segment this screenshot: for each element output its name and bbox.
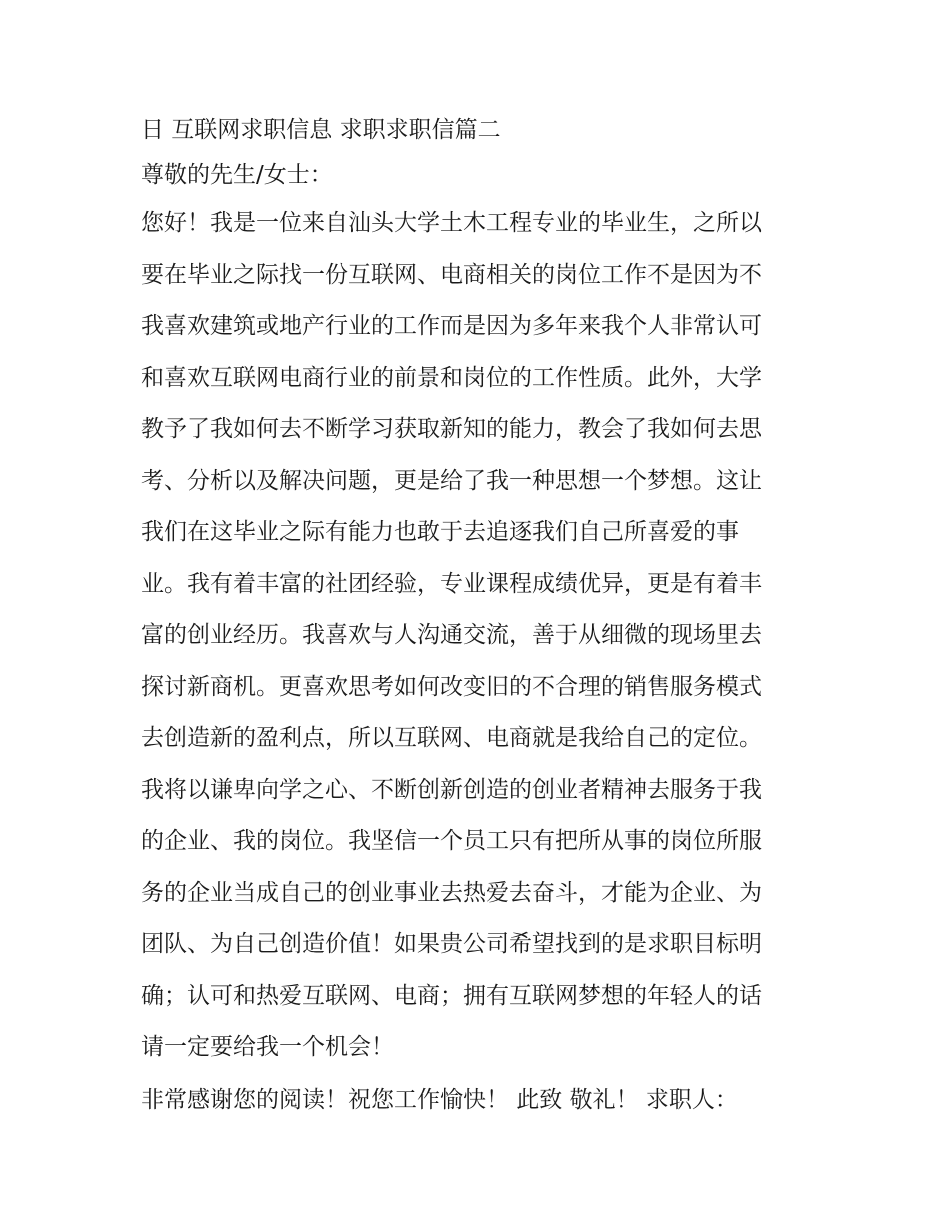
body-line: 我喜欢建筑或地产行业的工作而是因为多年来我个人非常认可 <box>141 313 762 339</box>
document-title: 日 互联网求职信息 求职求职信篇二 <box>141 117 501 143</box>
body-line: 去创造新的盈利点，所以互联网、电商就是我给自己的定位。 <box>141 725 762 751</box>
body-line: 业。我有着丰富的社团经验，专业课程成绩优异，更是有着丰 <box>141 570 762 597</box>
body-line: 和喜欢互联网电商行业的前景和岗位的工作性质。此外，大学 <box>141 364 762 391</box>
body-line: 考、分析以及解决问题，更是给了我一种思想一个梦想。这让 <box>141 467 762 494</box>
body-line: 我将以谦卑向学之心、不断创新创造的创业者精神去服务于我 <box>141 776 762 803</box>
body-line: 请一定要给我一个机会！ <box>141 1034 394 1060</box>
body-line: 确；认可和热爱互联网、电商；拥有互联网梦想的年轻人的话 <box>141 982 762 1009</box>
closing-line: 非常感谢您的阅读！祝您工作愉快！ 此致 敬礼！ 求职人： <box>141 1086 738 1113</box>
body-line: 您好！我是一位来自汕头大学土木工程专业的毕业生，之所以 <box>141 210 762 236</box>
body-line: 务的企业当成自己的创业事业去热爱去奋斗，才能为企业、为 <box>141 879 762 906</box>
body-line: 探讨新商机。更喜欢思考如何改变旧的不合理的销售服务模式 <box>141 673 762 700</box>
salutation: 尊敬的先生/女士： <box>141 162 333 188</box>
body-line: 要在毕业之际找一份互联网、电商相关的岗位工作不是因为不 <box>141 261 762 288</box>
body-line: 我们在这毕业之际有能力也敢于去追逐我们自己所喜爱的事 <box>141 519 739 545</box>
letter-content <box>141 108 816 1126</box>
body-line: 富的创业经历。我喜欢与人沟通交流，善于从细微的现场里去 <box>141 622 762 648</box>
body-line: 教予了我如何去不断学习获取新知的能力，教会了我如何去思 <box>141 416 762 442</box>
body-line: 的企业、我的岗位。我坚信一个员工只有把所从事的岗位所服 <box>141 828 762 854</box>
letter-body <box>141 198 816 1074</box>
body-line: 团队、为自己创造价值！如果贵公司希望找到的是求职目标明 <box>141 931 762 957</box>
